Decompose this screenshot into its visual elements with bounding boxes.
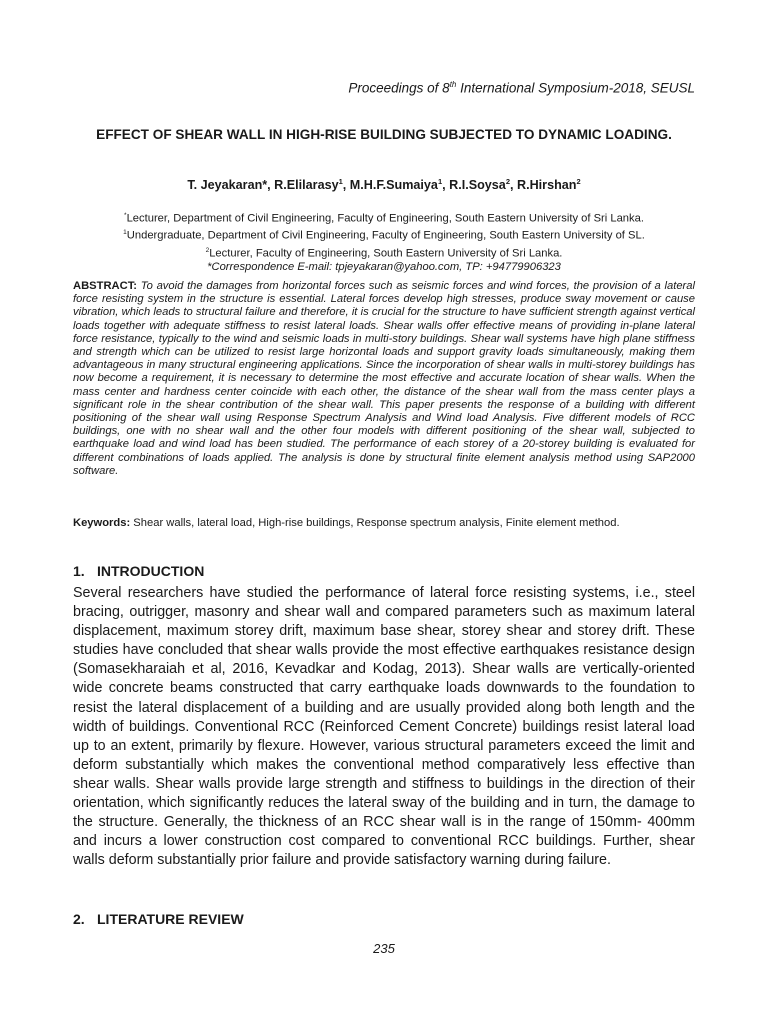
- affiliation-text: Lecturer, Department of Civil Engineering, Faculty of Engineering, South Eastern University of Sri Lanka.: [126, 212, 644, 225]
- keywords-text: Shear walls, lateral load, High-rise buildings, Response spectrum analysis, Finite element method.: [130, 517, 620, 529]
- abstract-text: To avoid the damages from horizontal forces such as seismic forces and wind forces, the provision of a lateral force resisting system in the structure is essential. Lateral forces develop high stresses, produce sway movement or cause vibration, which leads to structural failure and therefore, it is crucial for the structure to have sufficient strength against vertical loads together with adequate stiffness to resist lateral loads. Shear walls offer effective means of providing in-plane lateral force resistance, typically to the wind and seismic loads in multi-story buildings. Shear wall systems have high plane stiffness and strength which can be utilized to resist large horizontal loads and support gravity loads simultaneously, making them advantageous in many structural engineering applications. Since the incorporation of shear walls in multi-storey buildings has now become a requirement, it is necessary to determine the most effective and accurate location of shear walls. When the mass center and hardness center coincide with each other, the distance of the shear wall from the mass center plays a significant role in the shear contribution of the shear wall. This paper presents the response of a building with different positioning of the shear wall using Response Spectrum Analysis and Wind load Analysis. Five different models of RCC buildings, one with no shear wall and the other four models with different positioning of the shear wall, subjected to earthquake load and wind load has been studied. The performance of each storey of a 20-storey building is evaluated for different combinations of loads applied. The analysis is done by structural finite element analysis method using SAP2000 software.: [73, 280, 695, 477]
- section-number: 2.: [73, 911, 85, 927]
- author-name: T. Jeyakaran*: [187, 178, 268, 193]
- section-heading-literature-review: [73, 911, 695, 927]
- affiliation-mark: 1: [123, 229, 127, 237]
- affiliation-line: [73, 244, 695, 261]
- author-name: , R.I.Soysa: [442, 178, 506, 193]
- author-name: , R.Hirshan: [509, 178, 577, 193]
- author-name: , M.H.F.Sumaiya: [342, 178, 438, 193]
- author-affiliation-mark: 2: [576, 177, 581, 186]
- correspondence-line: *Correspondence E-mail: tpjeyakaran@yahoo.com, TP: +94779906323: [207, 260, 561, 273]
- proceedings-superscript: th: [449, 80, 457, 89]
- affiliation-mark: *: [124, 212, 127, 219]
- section-title: INTRODUCTION: [97, 563, 205, 579]
- abstract: [73, 280, 695, 478]
- author-name: , R.Elilarasy: [267, 178, 339, 193]
- keywords: [73, 517, 695, 529]
- author-affiliation-mark: 1: [437, 177, 443, 186]
- keywords-label: Keywords:: [73, 517, 131, 529]
- proceedings-suffix: International Symposium-2018, SEUSL: [456, 80, 695, 96]
- affiliation-text: Lecturer, Faculty of Engineering, South Eastern University of Sri Lanka.: [209, 247, 563, 260]
- proceedings-prefix: Proceedings of 8: [348, 80, 450, 96]
- affiliations: [73, 209, 695, 275]
- author-list: [73, 177, 695, 192]
- section-number: 1.: [73, 563, 85, 579]
- introduction-body: Several researchers have studied the performance of lateral force resisting systems, i.e., steel bracing, outrigger, masonry and shear wall and compared parameters such as maximum lateral displacement, maximum storey drift, maximum base shear, storey shear and storey drift. These studies have concluded that shear walls provide the most effective earthquakes resistance design (Somasekharaiah et al, 2016, Kevadkar and Kodag, 2013). Shear walls are vertically-oriented wide concrete beams constructed that carry earthquake loads downwards to the foundation to resist the lateral displacement of a building and are usually provided along both length and the width of buildings. Conventional RCC (Reinforced Cement Concrete) buildings resist lateral load up to an extent, primarily by flexure. However, various structural parameters exceed the limit and deform substantially which makes the conventional method comparatively less effective than shear walls. Shear walls provide large strength and stiffness to buildings in the direction of their orientation, which significantly reduces the lateral sway of the building and in turn, the damage to the structure. Generally, the thickness of an RCC shear wall is in the range of 150mm- 400mm and incurs a lower construction cost compared to conventional RCC buildings. Further, shear walls deform substantially prior failure and provide satisfactory warning during failure.: [73, 585, 695, 869]
- paper-title: EFFECT OF SHEAR WALL IN HIGH-RISE BUILDING SUBJECTED TO DYNAMIC LOADING.: [96, 127, 672, 142]
- affiliation-text: Undergraduate, Department of Civil Engineering, Faculty of Engineering, South Eastern University of SL.: [126, 230, 645, 243]
- affiliation-mark: 2: [205, 246, 210, 254]
- section-heading-introduction: [73, 563, 695, 579]
- page-number: 235: [373, 941, 395, 956]
- affiliation-line: [73, 226, 695, 243]
- author-affiliation-mark: 2: [505, 177, 510, 186]
- abstract-label: ABSTRACT:: [73, 280, 138, 292]
- running-header: [73, 80, 695, 96]
- affiliation-line: [73, 209, 695, 226]
- section-title: LITERATURE REVIEW: [97, 911, 244, 927]
- author-affiliation-mark: 1: [338, 177, 343, 186]
